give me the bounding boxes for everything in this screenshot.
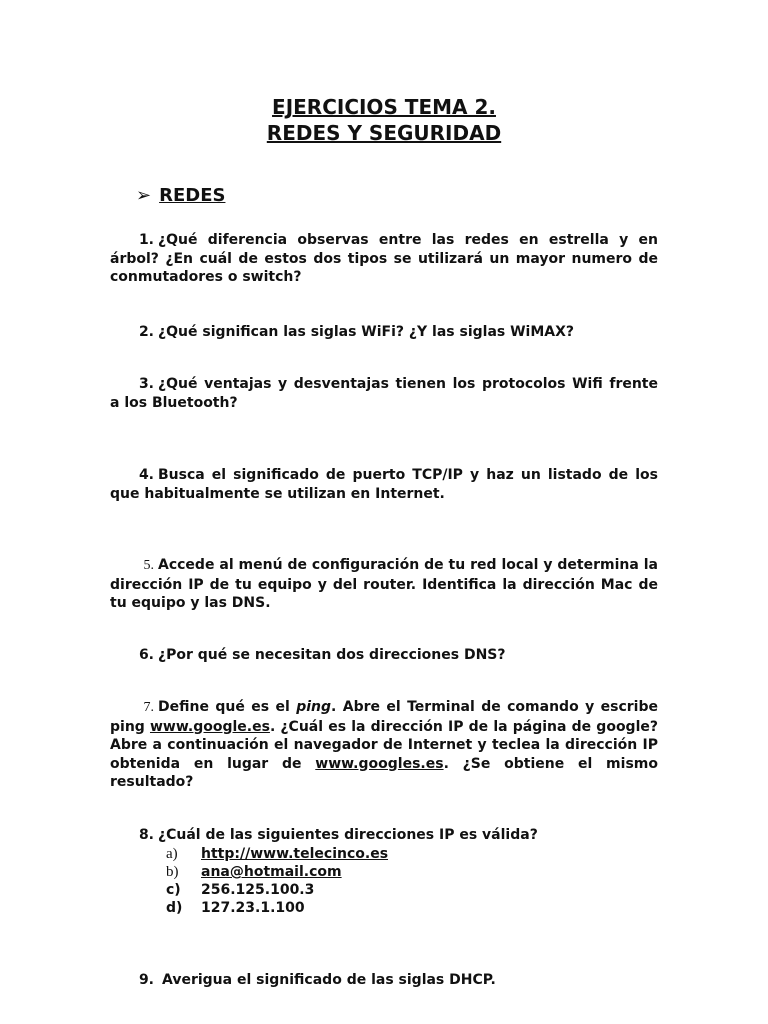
section-label: REDES [159,185,226,206]
option-text: 127.23.1.100 [201,900,305,916]
question-text: Averigua el significado de las siglas DHCP. [162,972,496,988]
question-number: 6. [138,647,154,663]
question-text-part: . ¿Se obtiene el mismo resultado? [110,755,658,790]
option-text: 256.125.100.3 [201,882,315,898]
page-title: EJERCICIOS TEMA 2. [272,95,496,119]
question-5 [110,556,658,613]
question-6 [110,646,658,665]
option-letter: b) [166,864,179,880]
question-number: 1. [138,232,154,248]
google-link[interactable]: www.google.es [149,718,270,735]
arrow-bullet-icon: ➢ [136,185,152,206]
option-b [166,863,388,881]
question-number: 7. [143,700,154,715]
question-2 [110,323,658,342]
question-text: Busca el significado de puerto TCP/IP y haz un listado de los que habitualmente se utilizan en Internet. [110,467,658,502]
question-text: ¿Qué diferencia observas entre las redes en estrella y en árbol? ¿En cuál de estos dos tipos se utilizará un mayor numero de conmutadores o switch? [110,232,658,285]
option-letter: c) [166,882,181,898]
question-text: ¿Qué ventajas y desventajas tienen los protocolos Wifi frente a los Bluetooth? [110,376,658,411]
question-text: ¿Qué significan las siglas WiFi? ¿Y las siglas WiMAX? [158,324,575,340]
question-number: 9. [138,972,154,988]
question-9 [110,971,658,990]
googles-link[interactable]: www.googles.es [315,755,444,772]
question-number: 3. [138,376,154,392]
section-heading [136,184,225,208]
question-text: ¿Por qué se necesitan dos direcciones DNS? [158,647,506,663]
option-letter: a) [166,846,178,862]
answer-options [166,845,388,917]
question-text-part: Define qué es el [158,699,297,715]
question-text: Accede al menú de configuración de tu red local y determina la dirección IP de tu equipo y del router. Identifica la dirección Mac de tu equipo y las DNS. [110,557,658,611]
question-3 [110,375,658,412]
option-d [166,899,388,917]
question-8 [110,826,658,845]
question-4 [110,466,658,503]
question-number: 8. [138,827,154,843]
option-letter: d) [166,900,183,916]
question-text: ¿Cuál de las siguientes direcciones IP es válida? [158,827,538,843]
question-1 [110,231,658,287]
question-text-part: . ¿Cuál es la dirección IP de la página de google? Abre a continuación el navegador de Internet y teclea la dirección IP obtenida en lugar de [110,718,658,772]
option-c [166,881,388,899]
question-number: 2. [138,324,154,340]
option-a [166,845,388,863]
option-text[interactable]: http://www.telecinco.es [201,846,389,862]
question-7 [110,698,658,792]
page-subtitle: REDES Y SEGURIDAD [266,121,502,145]
ping-term: ping [296,699,332,715]
option-text[interactable]: ana@hotmail.com [201,864,342,880]
question-number: 5. [143,558,154,573]
question-text-part: . Abre el Terminal de comando y escribe ping [110,699,658,735]
question-number: 4. [138,467,154,483]
